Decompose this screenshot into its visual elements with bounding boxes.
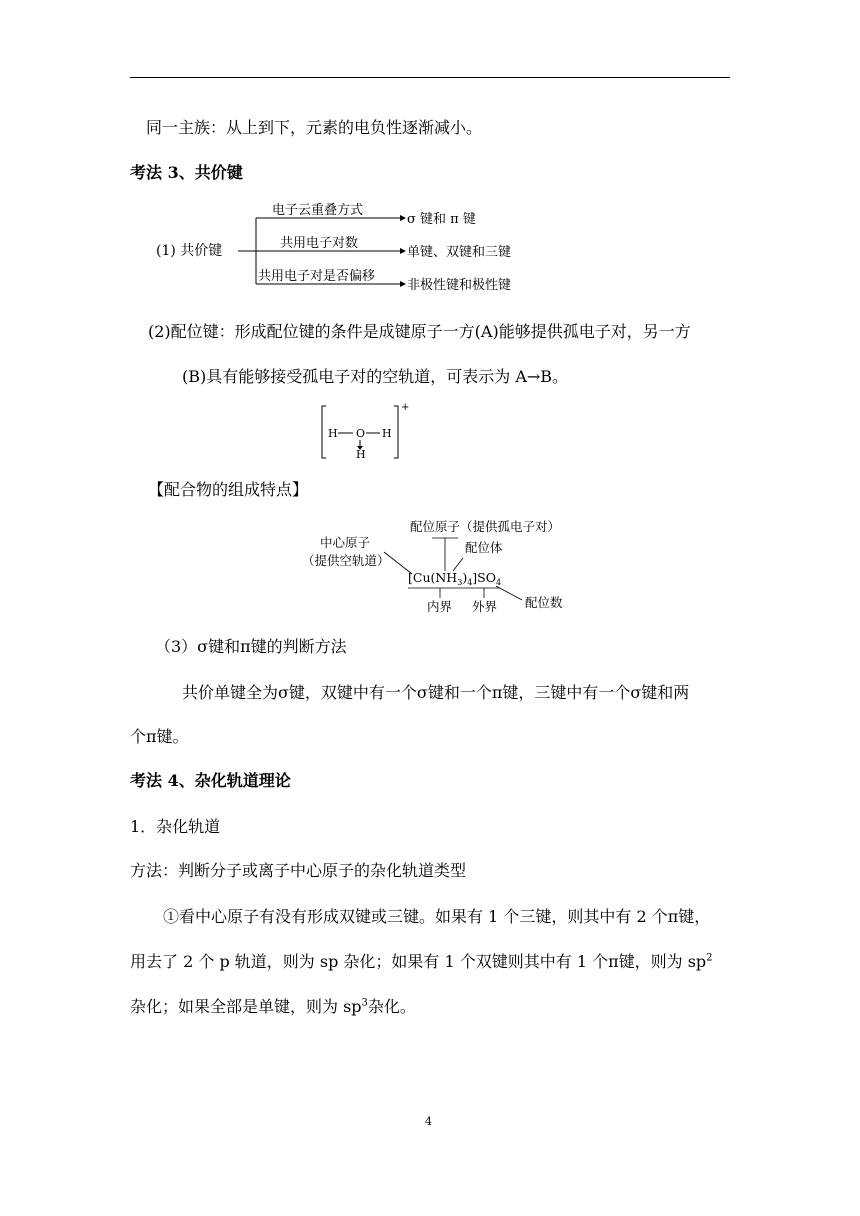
- coordinate-bond-line-1: (2)配位键：形成配位键的条件是成键原子一方(A)能够提供孤电子对，另一方: [148, 322, 691, 341]
- rule-1-line-3: 杂化；如果全部是单键，则为 $sp^3$杂化。: [130, 997, 416, 1016]
- ligand-atom-label: 配位原子（提供孤电子对）: [410, 519, 561, 534]
- hydronium-structure: [318, 400, 408, 462]
- page-number: 4: [425, 1115, 432, 1128]
- hybrid-orbital-title: 1．杂化轨道: [130, 817, 221, 836]
- atom-h-right: H: [382, 427, 392, 440]
- complex-composition-heading: 【配合物的组成特点】: [148, 480, 309, 499]
- section-heading-4: 考法 4、杂化轨道理论: [130, 771, 291, 790]
- sigma-pi-heading: （3）σ键和π键的判断方法: [155, 637, 347, 656]
- complex-formula: $[Cu(NH_3)_4]SO_4$: [408, 570, 502, 587]
- branch-2-criterion: 共用电子对数: [280, 236, 359, 251]
- inner-sphere-label: 内界: [427, 599, 453, 614]
- sigma-pi-line-2: 个π键。: [130, 727, 189, 746]
- atom-h-left: H: [328, 427, 338, 440]
- section-heading-3: 考法 3、共价键: [130, 163, 243, 182]
- covalent-bond-diagram: [150, 196, 540, 296]
- branch-1-result: σ 键和 π 键: [407, 212, 476, 227]
- rule-1-line-2: 用去了 2 个 p 轨道，则为 sp 杂化；如果有 1 个双键则其中有 1 个π键，则为 $sp^2$: [130, 952, 713, 971]
- electronegativity-sentence: 同一主族：从上到下，元素的电负性逐渐减小。: [146, 118, 483, 137]
- atom-h-bottom: H: [356, 448, 366, 461]
- branch-2-result: 单键、双键和三键: [407, 245, 512, 260]
- coordinate-bond-line-2: (B)具有能够接受孤电子对的空轨道，可表示为 A→B。: [182, 367, 569, 386]
- sigma-pi-line-1: 共价单键全为σ键，双键中有一个σ键和一个π键，三键中有一个σ键和两: [182, 683, 690, 702]
- method-line: 方法：判断分子或离子中心原子的杂化轨道类型: [130, 861, 467, 880]
- branch-3-criterion: 共用电子对是否偏移: [258, 269, 376, 284]
- bond-label: (1) 共价键: [156, 243, 223, 259]
- coordination-number-label: 配位数: [525, 595, 563, 610]
- central-atom-note: （提供空轨道）: [302, 553, 390, 568]
- outer-sphere-label: 外界: [472, 599, 498, 614]
- atom-o: O: [356, 427, 366, 440]
- complex-composition-diagram: [300, 514, 600, 619]
- ligand-label: 配位体: [465, 540, 503, 555]
- rule-1-line-1: ①看中心原子有没有形成双键或三键。如果有 1 个三键，则其中有 2 个π键，: [163, 907, 711, 926]
- branch-1-criterion: 电子云重叠方式: [272, 203, 364, 218]
- branch-3-result: 非极性键和极性键: [407, 278, 512, 293]
- header-rule: [130, 77, 730, 78]
- central-atom-label: 中心原子: [320, 535, 371, 550]
- ion-charge: +: [401, 402, 410, 413]
